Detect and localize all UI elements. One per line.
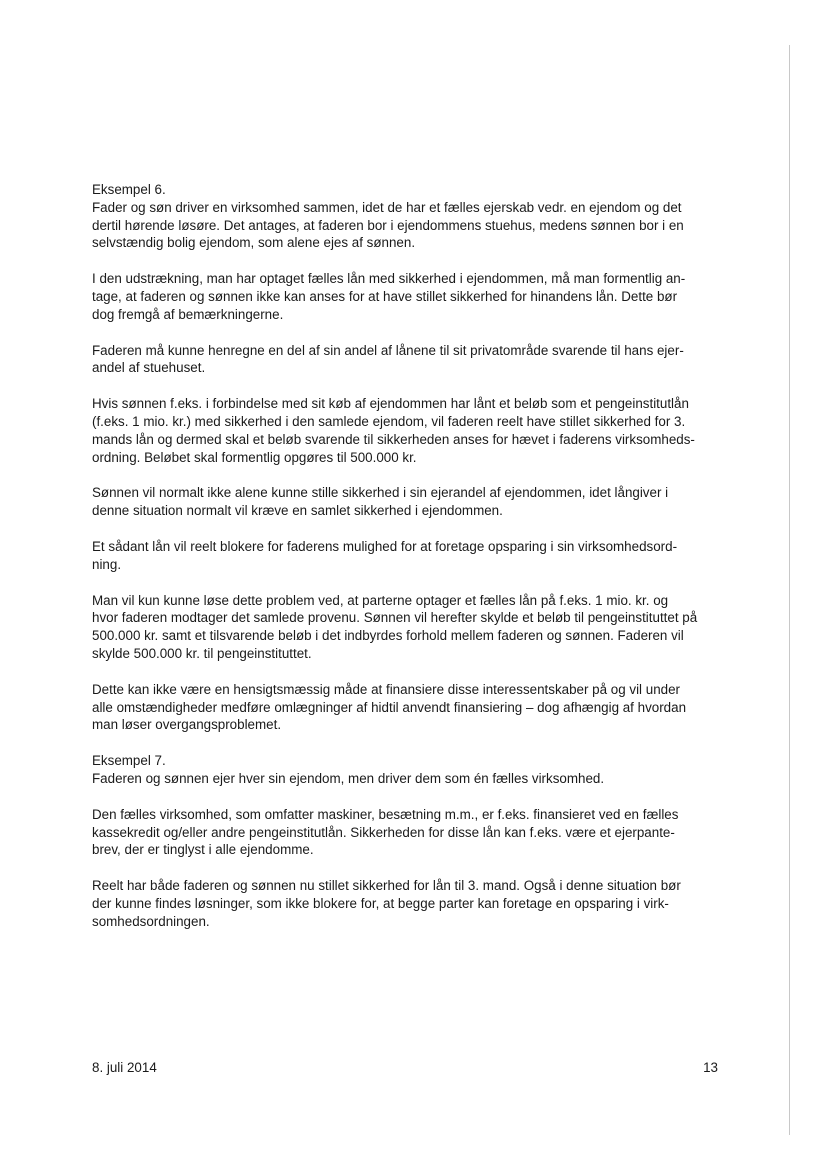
text-line: brev, der er tinglyst i alle ejendomme. [92, 842, 314, 858]
paragraph-spacer [92, 788, 728, 806]
paragraph-spacer [92, 663, 728, 681]
text-line: Faderen må kunne henregne en del af sin andel af lånene til sit privatområde svarende til hans ejer- [92, 342, 684, 358]
section-heading: Eksempel 7. [92, 753, 166, 769]
section-spacer [92, 734, 728, 752]
text-line: selvstændig bolig ejendom, som alene ejes af sønnen. [92, 235, 416, 251]
text-line: skylde 500.000 kr. til pengeinstituttet. [92, 645, 312, 661]
paragraph [92, 592, 728, 663]
text-line: tage, at faderen og sønnen ikke kan anses for at have stillet sikkerhed for hinandens lån. Dette bør [92, 288, 678, 304]
paragraph [92, 538, 728, 574]
text-line: Den fælles virksomhed, som omfatter maskiner, besætning m.m., er f.eks. finansieret ved en fælles [92, 806, 679, 822]
paragraph [92, 681, 728, 734]
text-line: Hvis sønnen f.eks. i forbindelse med sit køb af ejendommen har lånt et beløb som et pengeinstitutlån [92, 396, 689, 412]
paragraph-spacer [92, 574, 728, 592]
text-line: alle omstændigheder medføre omlægninger af hidtil anvendt finansiering – dog afhængig af hvordan [92, 699, 687, 715]
paragraph [92, 770, 728, 788]
paragraph [92, 877, 728, 930]
paragraph [92, 342, 728, 378]
text-line: man løser overgangsproblemet. [92, 717, 282, 733]
text-line: der kunne findes løsninger, som ikke blokere for, at begge parter kan foretage en opsparing i virk- [92, 895, 669, 911]
paragraph-spacer [92, 466, 728, 484]
paragraph-spacer [92, 520, 728, 538]
text-line: Reelt har både faderen og sønnen nu stillet sikkerhed for lån til 3. mand. Også i denne situation bør [92, 878, 681, 894]
text-line: dertil hørende løsøre. Det antages, at faderen bor i ejendommens stuehus, medens sønnen bor i en [92, 217, 684, 233]
section-heading: Eksempel 6. [92, 182, 166, 197]
text-line: mands lån og dermed skal et beløb svarende til sikkerheden anses for hævet i faderens virksomheds- [92, 431, 695, 447]
page-number: 13 [703, 1060, 718, 1075]
text-line: Fader og søn driver en virksomhed sammen, idet de har et fælles ejerskab vedr. en ejendom og det [92, 199, 682, 215]
text-line: 500.000 kr. samt et tilsvarende beløb i det indbyrdes forhold mellem faderen og sønnen. Faderen vil [92, 628, 684, 644]
text-line: hvor faderen modtager det samlede provenu. Sønnen vil herefter skylde et beløb til pengeinstituttet på [92, 610, 698, 626]
text-line: andel af stuehuset. [92, 360, 206, 376]
paragraph-spacer [92, 252, 728, 270]
text-line: Et sådant lån vil reelt blokere for faderens mulighed for at foretage opsparing i sin virksomhedsord- [92, 538, 678, 554]
text-line: ning. [92, 556, 122, 572]
text-line: Faderen og sønnen ejer hver sin ejendom, men driver dem som én fælles virksomhed. [92, 770, 605, 786]
text-line: somhedsordningen. [92, 913, 210, 929]
paragraph [92, 806, 728, 859]
paragraph [92, 395, 728, 466]
scan-edge-line [789, 45, 790, 1135]
text-line: ordning. Beløbet skal formentlig opgøres til 500.000 kr. [92, 449, 417, 465]
text-line: Man vil kun kunne løse dette problem ved, at parterne optager et fælles lån på f.eks. 1 mio. kr. og [92, 592, 669, 608]
paragraph-spacer [92, 324, 728, 342]
text-line: kassekredit og/eller andre pengeinstitutlån. Sikkerheden for disse lån kan f.eks. være et ejerpante- [92, 824, 675, 840]
paragraph-spacer [92, 377, 728, 395]
text-line: denne situation normalt vil kræve en samlet sikkerhed i ejendommen. [92, 503, 503, 519]
paragraph-spacer [92, 859, 728, 877]
text-line: Sønnen vil normalt ikke alene kunne stille sikkerhed i sin ejerandel af ejendommen, idet långiver i [92, 485, 669, 501]
text-line: dog fremgå af bemærkningerne. [92, 306, 284, 322]
paragraph [92, 484, 728, 520]
text-line: I den udstrækning, man har optaget fælles lån med sikkerhed i ejendommen, må man formentlig an- [92, 271, 686, 287]
document-body [92, 181, 728, 931]
footer-date: 8. juli 2014 [92, 1060, 157, 1075]
paragraph [92, 199, 728, 252]
paragraph [92, 270, 728, 323]
text-line: Dette kan ikke være en hensigtsmæssig måde at finansiere disse interessentskaber på og vil under [92, 681, 681, 697]
text-line: (f.eks. 1 mio. kr.) med sikkerhed i den samlede ejendom, vil faderen reelt have stillet sikkerhed for 3. [92, 413, 686, 429]
